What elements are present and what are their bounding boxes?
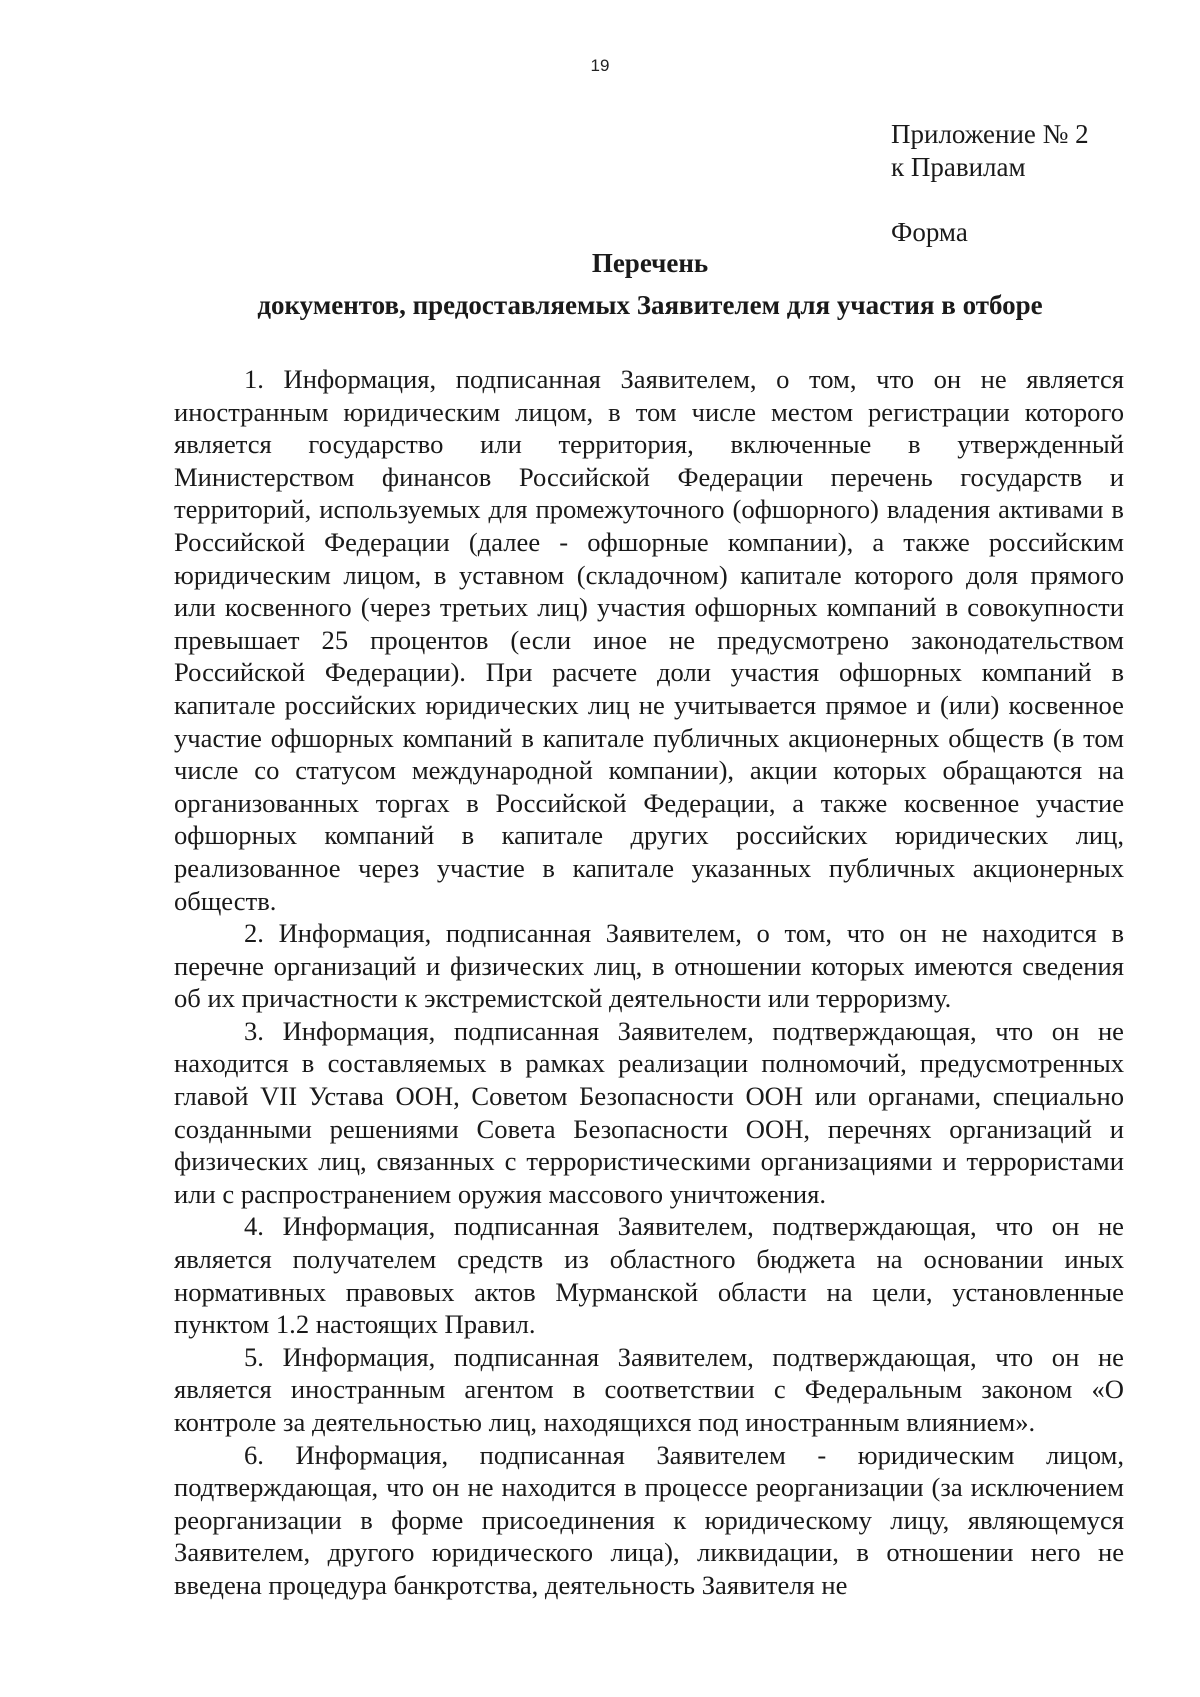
appendix-line-1: Приложение № 2 — [891, 119, 1089, 149]
paragraph-6: 6. Информация, подписанная Заявителем - юридическим лицом, подтверждающая, что он не находится в процессе реорганизации (за исключением реорганизации в форме присоединения к юридическому лицу, являющемуся Заявителем, другого юридического лица), ликвидации, в отношении него не введена процедура банкротства, деятельность Заявителя не — [174, 1439, 1124, 1600]
page-number: 19 — [590, 56, 610, 75]
paragraph-4: 4. Информация, подписанная Заявителем, подтверждающая, что он не является получателем средств из областного бюджета на основании иных нормативных правовых актов Мурманской области на цели, установленные пунктом 1.2 настоящих Правил. — [174, 1211, 1124, 1340]
paragraph-2: 2. Информация, подписанная Заявителем, о том, что он не находится в перечне организаций и физических лиц, в отношении которых имеются сведения об их причастности к экстремистской деятельности или терроризму. — [174, 918, 1124, 1014]
document-body — [174, 363, 1124, 1602]
document-subtitle: документов, предоставляемых Заявителем для участия в отборе — [257, 290, 1043, 320]
paragraph-1: 1. Информация, подписанная Заявителем, о том, что он не является иностранным юридическим лицом, в том числе местом регистрации которого является государство или территория, включенные в утвержденный Министерством финансов Российской Федерации перечень государств и территорий, используемых для промежуточного (офшорного) владения активами в Российской Федерации (далее - офшорные компании), а также российским юридическим лицом, в уставном (складочном) капитале которого доля прямого или косвенного (через третьих лиц) участия офшорных компаний в совокупности превышает 25 процентов (если иное не предусмотрено законодательством Российской Федерации). При расчете доли участия офшорных компаний в капитале российских юридических лиц не учитывается прямое и (или) косвенное участие офшорных компаний в капитале публичных акционерных обществ (в том числе со статусом международной компании), акции которых обращаются на организованных торгах в Российской Федерации, а также косвенное участие офшорных компаний в капитале других российских юридических лиц, реализованное через участие в капитале указанных публичных акционерных обществ. — [174, 364, 1124, 916]
paragraph-5: 5. Информация, подписанная Заявителем, подтверждающая, что он не является иностранным агентом в соответствии с Федеральным законом «О контроле за деятельностью лиц, находящихся под иностранным влиянием». — [174, 1341, 1124, 1437]
paragraph-3: 3. Информация, подписанная Заявителем, подтверждающая, что он не находится в составляемых в рамках реализации полномочий, предусмотренных главой VII Устава ООН, Советом Безопасности ООН или органами, специально созданными решениями Совета Безопасности ООН, перечнях организаций и физических лиц, связанных с террористическими организациями и террористами или с распространением оружия массового уничтожения. — [174, 1015, 1124, 1209]
appendix-line-2: к Правилам — [891, 152, 1026, 182]
form-label: Форма — [891, 217, 968, 247]
document-title: Перечень — [591, 248, 709, 278]
appendix-note — [891, 118, 1089, 184]
